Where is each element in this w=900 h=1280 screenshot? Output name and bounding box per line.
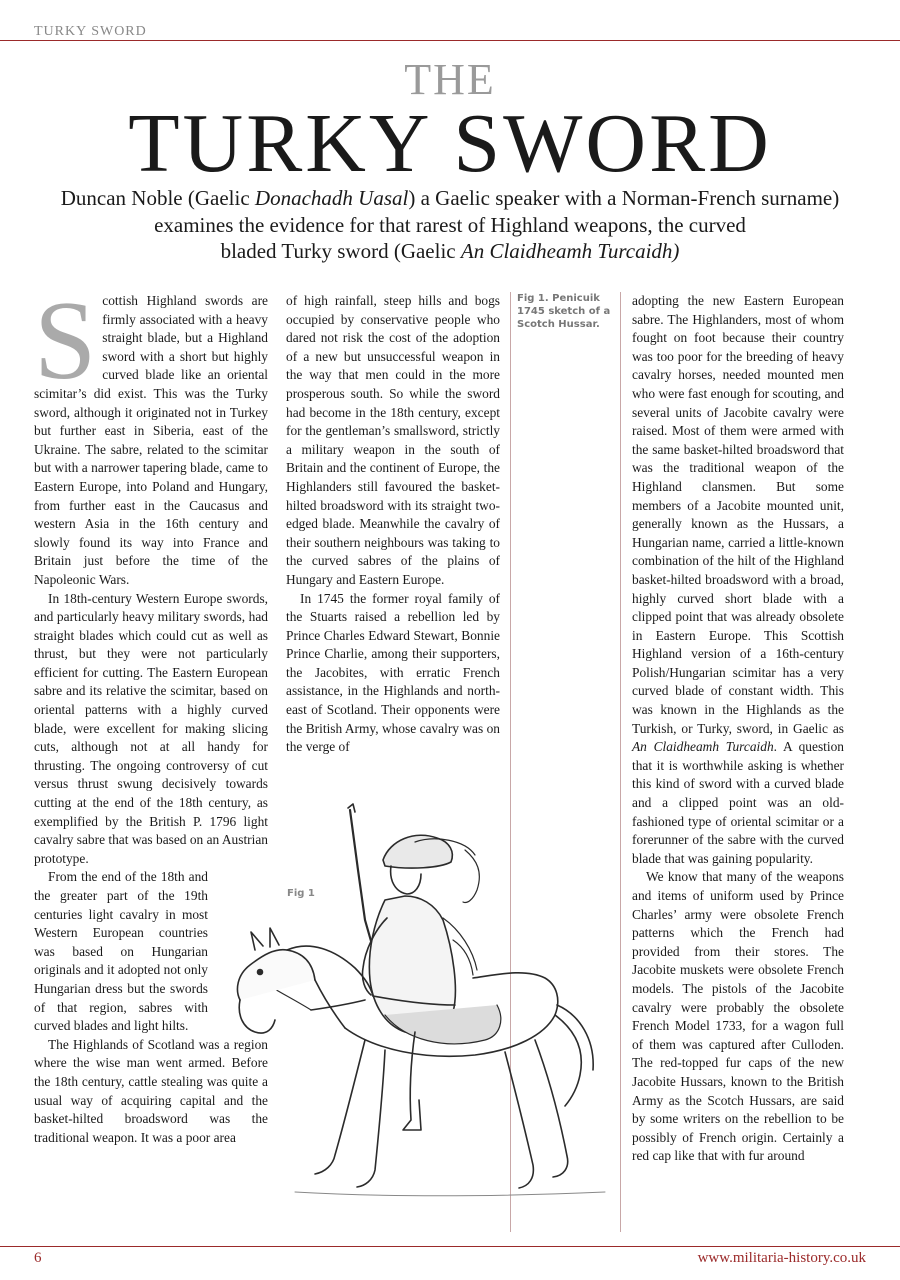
article-column-2 xyxy=(286,292,500,757)
paragraph: of high rainfall, steep hills and bogs occupied by conservative people who dared not risk the cost of the adoption of a new but unsuccessful weapon in the way that men could in the more prosperous south. So while the sword had become in the 18th century, except for the gentleman’s smallsword, strictly a military weapon in the south of Britain and the continent of Europe, the Highlanders still favoured the basket-hilted broadsword with its straight two-edged blade. Meanwhile the cavalry of their southern neighbours was taking to the curved sabres of the plains of Hungary and Eastern Europe. xyxy=(286,293,500,587)
standfirst-gaelic-term: An Claidheamh Turcaidh) xyxy=(460,239,680,263)
page-number: 6 xyxy=(34,1250,42,1266)
paragraph xyxy=(34,279,268,590)
paragraph: In 18th-century Western Europe swords, and particularly heavy military swords, had straight blades which could cut as well as thrust, but they were not particularly efficient for cutting. The Eastern European sabre and its relative the scimitar, based on oriental patterns with a highly curved blade, were excellent for making slicing cuts, although not at all handy for thrusting. The ongoing controversy of cut versus thrust swung decisively towards cutting at the end of the 18th century, as exemplified by the British P. 1796 light cavalry sabre that was based on an Austrian prototype. xyxy=(34,590,268,866)
running-head: TURKY SWORD xyxy=(34,24,147,39)
standfirst-text: Duncan Noble (Gaelic xyxy=(60,186,255,210)
figure-label: Fig 1 xyxy=(287,888,315,899)
paragraph: The Highlands of Scotland was a region where the wise man went armed. Before the 18th century, cattle stealing was quite a usual way of acquiring capital and the basket-hilted broadsword was the traditional weapon. It was a poor area xyxy=(34,1036,268,1145)
standfirst-text: bladed Turky sword (Gaelic xyxy=(220,239,461,263)
drop-cap: S xyxy=(34,279,97,403)
gaelic-term: An Claidheamh Turcaidh xyxy=(632,739,774,755)
top-rule xyxy=(0,40,900,41)
paragraph-text: cottish Highland swords are firmly associated with a heavy straight blade, but a Highland sword with a short but highly curved blade like an oriental scimitar’s did exist. This was the Turky sword, although it originated not in Turkey but further east in Siberia, east of the Ukraine. The sabre, related to the scimitar but with a narrower tapering blade, came to Eastern Europe, into Poland and Hungary, from further east in the Caucasus and western Asia in the 16th century and slowly found its way into France and Britain just before the time of the Napoleonic Wars. xyxy=(34,293,268,587)
standfirst-gaelic-name: Donachadh Uasal xyxy=(254,186,409,210)
paragraph-text: . A question that it is worthwhile asking is whether this kind of sword with a curved blade and a clipped point was an old-fashioned type of oriental scimitar or a forerunner of the sabre with the curved blade that was gaining popularity. xyxy=(632,739,844,866)
standfirst xyxy=(40,185,860,265)
standfirst-text: examines the evidence for that rarest of Highland weapons, the curved xyxy=(154,212,746,237)
paragraph-text: adopting the new Eastern European sabre. The Highlanders, most of whom fought on foot because their country was too poor for the breeding of heavy cavalry horses, needed mounted men who were fast enough for scouting, and several units of Jacobite cavalry were raised. Most of them were armed with the same basket-hilted broadsword that was the traditional weapon of the Highland clansmen. But some members of a Jacobite mounted unit, generally known as the Hussars, a Hungarian name, carried a little-known combination of the hilt of the Highland basket-hilted broadsword with a broad, highly curved short blade with a clipped point that was already obsolete in Eastern Europe. This Scottish Highland version of a 16th-century Polish/Hungarian scimitar has a very curved blade of constant width. This was known in the Highlands as the Turkish, or Turky, sword, in Gaelic as xyxy=(632,293,844,736)
figure-caption: Fig 1. Penicuik 1745 sketch of a Scotch Hussar. xyxy=(517,293,611,330)
column-rule xyxy=(620,292,621,1232)
paragraph xyxy=(632,292,844,868)
hussar-sketch-illustration xyxy=(215,800,615,1240)
footer-url-link[interactable]: www.militaria-history.co.uk xyxy=(697,1250,866,1266)
paragraph: We know that many of the weapons and items of uniform used by Prince Charles’ army were obsolete French patterns which the French had provided from their stores. The Jacobite muskets were obsolete French models. The pistols of the Jacobite cavalry were probably the obsolete French Model 1733, for a wagon full of them was captured after Culloden. The red-topped fur caps of the new Jacobite Hussars, known to the British Army as the Scotch Hussars, are said by some writers on the rebellion to be possibly of French origin. Certainly a red cap like that with fur around xyxy=(632,869,844,1164)
paragraph-text: From the end of the 18th and the greater part of the 19th centuries light cavalry in most Western European countries was based on Hungarian originals and it adopted not only Hungarian dress but the swords of that region, sabres with curved blades and light hilts. xyxy=(34,869,208,1034)
standfirst-text: ) a Gaelic speaker with a Norman-French surname) xyxy=(408,186,840,210)
paragraph: In 1745 the former royal family of the Stuarts raised a rebellion led by Prince Charles Edward Stewart, Bonnie Prince Charlie, among their supporters, the Jacobites, with erratic French assistance, in the Highlands and north-east of Scotland. Their opponents were the British Army, whose cavalry was on the verge of xyxy=(286,590,500,755)
article-column-3 xyxy=(632,292,844,1166)
title-the: THE xyxy=(404,55,496,104)
page-title: TURKY SWORD xyxy=(128,97,772,190)
bottom-rule xyxy=(0,1246,900,1247)
